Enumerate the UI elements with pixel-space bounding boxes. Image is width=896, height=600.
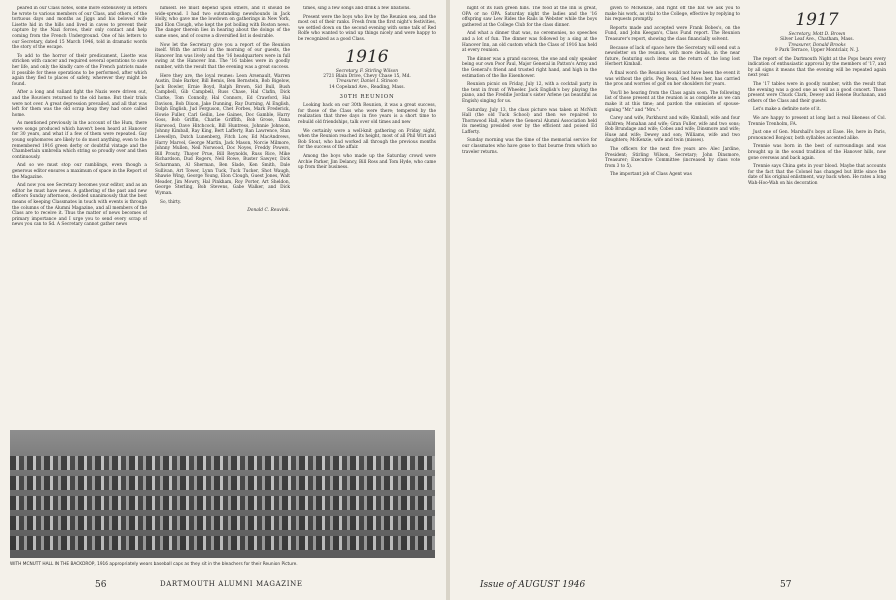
secretary-line: Secretary, F. Stirling Wilson [335, 68, 399, 74]
paragraph: Present were the boys who live by the Reunion sea, and the most out of their ranks. Fresh from the first night's festivities, we settled down on the second evening with some talk of Red Rolfe who wanted to wind up things nicely and were happy to be recognized as a good Class. [298, 14, 436, 42]
paragraph: peared in our Class notes, some more extensively in letters he wrote to various members of our Class, and others, of the tortuous days and months as Jiggs and his beloved wife Lisette hid in the hills and lived in caves to prevent their capture by the Nazi forces, their only contact and help coming from the French Underground. One of his letters to our Secretary, dated 15 March 1946, told in dramatic words the story of the escape. [12, 6, 147, 51]
reunion-heading: 30TH REUNION [339, 94, 395, 101]
signature: Donald C. Reuvink. [247, 208, 290, 214]
paragraph: Saturday, July 13, the class picture was taken at McNutt Hall (the old Tuck School) and then we repaired to Thornwood Hall, where the General Alumni Association held its meeting presided over by the efficient and poised Ed Lafferty. [462, 107, 597, 135]
treasurer-address: 9 Park Terrace, Upper Montclair, N. J. [774, 48, 860, 54]
class-reunion-photo [10, 430, 435, 558]
paragraph: You'll be hearing from the Class again soon. The following list of those present at the reunion is as complete as we can make it at this time; and pardon the omission of spouse-signing "Mr." and "Mrs.": [605, 90, 740, 113]
paragraph: Let's make a definite note of it. [753, 107, 821, 113]
paragraph: The important job of Class Agent was [610, 172, 692, 178]
right-page [450, 0, 896, 600]
paragraph: We certainly were a well-knit gathering on Friday night, when the Reunion reached its height, most of all Phil Wirt and Bob Stout, who had worked all through the previous months for the success of the affair. [298, 128, 436, 151]
right-col-3 [748, 6, 886, 576]
paragraph: Among the boys who made up the Saturday crowd were Archie Parker, Jim Delancy, Bill Ross and Tom Hyde, who came up from their business. [298, 153, 436, 171]
paragraph: Now let the Secretary give you a report of the Reunion itself. With the arrival in the morning of our guests, the Hanover Inn was lively and the '16 headquarters were in full swing at the Hanover Inn. The '16 tables were in goodly number, with the result that the evening was a great success. [155, 42, 290, 70]
class-numeral-1917: 1917 [795, 10, 839, 30]
paragraph: Reunion picnic on Friday, July 12, with a cocktail party in the tent in front of Wheeler. Jack English's boy playing the piano, and the Freddie Jordan's sister Arlene (as beautiful as Engish) singing for us. [462, 82, 597, 104]
paragraph: And so we must stop our ramblings, even though a generous editor ensures a maximum of space in the Report of the Magazine. [12, 163, 147, 180]
page-number: 56 [95, 580, 107, 590]
paragraph: We are happy to present at long last a real likeness of Col. Trennie Trenholm, FA. [748, 115, 886, 127]
magazine-title: DARTMOUTH ALUMNI MAGAZINE [160, 580, 303, 588]
paragraph: given to McKenzie, and right off the bat we ask you to make his work, as vital to the College, effective by replying to his requests promptly. [605, 6, 740, 23]
secretary-address: 2721 Blain Drive, Chevy Chase 15, Md. [323, 73, 411, 79]
secretary-line: Secretary, Mott D. Brown [788, 32, 846, 37]
paragraph: The '17 tables were in goodly number, with the result that the evening was a good one as well as a good concert. Those present were Chuck Clark, Dewey and Helene Buchanan, and others of the Class and their guests. [748, 82, 886, 104]
class-numeral-1916: 1916 [345, 46, 389, 67]
paragraph: A final word: the Reunion would not have been the event it was without the girls. Peg Bean, Ged Mess her, has carried the pros and worries of golf on her shoulders for years. [605, 70, 740, 88]
paragraph: Reports made and accepted were Frank Bobes's, on the Fund, and John Keegan's, Class Fund report. The Reunion Treasurer's report, showing the class financially solvent. [605, 25, 740, 42]
treasurer-line: Treasurer, Donald Brooks [788, 42, 846, 48]
treasurer-line: Treasurer, Daniel I. Stinson [336, 79, 398, 85]
paragraph: So, thirty. [160, 199, 182, 205]
paragraph: Sunday morning was the time of the memorial service for our classmates who have gone to that bourne from which no traveler returns. [462, 138, 597, 155]
paragraph: night of its lush green hills. The food at the Inn is great, OPA or no OPA. Saturday night the ladies and the '16 offspring saw Lew Rides the Rails in Webster while the boys gathered at the College Club for the class dinner. [462, 6, 597, 28]
right-col-1 [462, 6, 597, 576]
paragraph: After a long and valiant fight the Nazis were driven out, and the Rouviers returned to the old home. But their trials were not over. A great depression prevailed, and all that was left for them was the old scrap heap they had once called home. [12, 90, 147, 118]
right-col-2 [605, 6, 740, 576]
paragraph: himself. He must depend upon others, and it should be wide-spread. I had two outstanding newshounds in Jack Holly, who gave me the lowdown on gatherings in New York, and Elon Clough, who kept the pot boiling with Boston news. The danger therein lies in hearing about the doings of the same ones, and of course a diversified list is desirable. [155, 6, 290, 39]
paragraph: The report of the Dartmouth Night at the Pops bears every indication of enthusiastic approval by the members of '17, and by all signs it means that the evening will be repeated again next year. [748, 56, 886, 79]
paragraph: And now you see Secretary becomes your editor, and as an editor he must have news. A gathering of the past and new officers Sunday afternoon, decided unanimously that the best means of keeping Classmates in touch with events is through the columns of the Alumni Magazine, and all members of the Class are to receive it. Thus the matter of news becomes of primary importance and I urge you to send every scrap of news you can to Sd. A Secretary cannot gather news [12, 183, 147, 228]
paragraph: To add to the horror of their predicament, Lisette was stricken with cancer and required several operations to save her life, and only the kindly care of the French patriots made it possible for these operations to be performed, after which again they fled to places of safety, wherever they might be found. [12, 53, 147, 87]
left-page [0, 0, 446, 600]
paragraph: times, sing a few songs and drink a few libations. [303, 6, 411, 11]
paragraph: And what a dinner that was, no ceremonies, no speeches and a lot of fun. The dinner was followed by a sing at the Hanover Inn, an old custom which the Class of 1916 has held at every reunion. [462, 31, 597, 54]
treasurer-address: 14 Copeland Ave., Reading, Mass. [329, 84, 405, 90]
paragraph: The dinner was a grand success, the one and only speaker being our own Poor Paul, Major General in Patton's Army and the General's friend and trusted right hand, and high in the estimation of the Ike Eisenhower. [462, 56, 597, 79]
paragraph: Trennie says China gets in your blood. Maybe that accounts for the fact that the Colonel has changed but little since the date of his original enlistment, way back when. He rates a long Wah-Hoo-Wah on his decoration [748, 164, 886, 186]
left-col-3 [298, 6, 436, 426]
photo-caption: WITH MCNUTT HALL IN THE BACKDROP, 1916 appropriately wears baseball caps as they sit in the bleachers for their Reunion Picture. [10, 562, 298, 567]
secretary-address: Silver Leaf Ave., Chatham, Mass. [780, 37, 854, 43]
paragraph: Here they are, the loyal reunes: Leon Arsenault, Warren Austin, Dale Barker, Bill Bemis, Ben Bernstein, Bob Bigelow, Jack Bowler, Ernie Boyd, Ralph Brown, Sid Bull, Bush Campbell, Gib Campbell, Russ Chase, Hal Clafin, Dick Clarke, Tom Connolly, Hal Connors, Ed Crawford, Hal Davison, Bob Dixon, Jake Dunning, Ray Durning, Al English, Dolph English, Jud Ferguson, Chet Forbes, Mark Frederick, Howie Fuller, Carl Geilin, Lee Gaines, Doc Gamble, Harry Goss, Bob Griffin, Charlie Griffith, Bob Grose, Dana Harwood, Dave Hitchcock, Bill Huntress, Johnnie Johnson, Johnny Kimball, Ray King, Bert Lafferty, Ran Lawrence, Stan Llewellyn, Dutch Lunenberg, Fitch Low, Ed MacAndrews, Harry Marvel, George Martin, Jack Mason, Norcie Milmore, Johnny Mullen, Neil Norwood, Doc Noyes, Freddy Powers, Bill Prouty, Thayer Prue, Bill Reynolds, Russ Rice, Mike Richardson, Dud Rogers, Nell Rowe, Buster Sawyer, Dick Scharmann, Al Sherman, Ben Slade, Ken Smith, Dale Sullivan, Art Tower, Lynn Tuck, Tuck Tucker, Shot Waugh, Shawie Wing, George Young, Elon Clough, Guest Jones, Walt Meader, Jim Mowry, Hal Pinkham, Roy Porter, Art Sheldon, George Sterling, Bob Stevens, Gabe Walker, and Dick Wyman. [155, 73, 290, 196]
paragraph: As mentioned previously in the account of the Hum, there were songs produced which haven't been heard at Hanover for 30 years, and what if a few of them were repeated. Gay young sophomores are likely to do most anything, even to the remembered 1916 green derby or doubtful vintage and the Chamberlain umbrella which string so proudly over and then continuously. [12, 121, 147, 160]
paragraph: Because of lack of space here the Secretary will send out a newsletter on the reunion, with more details, in the near future, featuring such items as the return of the long lost Herbert Kimball. [605, 45, 740, 68]
paragraph: Looking back on our 30th Reunion, it was a great success, for those of the Class who were there; tempered by the realization that three days in five years is a short time to rebuild old friendships, talk over old times and new [298, 103, 436, 125]
paragraph: Carey and wife, Parkhurst and wife; Kimball, wife and four children; Monahan and wife; Gran Fuller, wife and two sons; Bob Brundage and wife; Cobes and wife; Dinsmore and wife; Huse and wife; Dewey and son; Williams, wife and two daughters; McKenzie, wife and twin (misses). [605, 116, 740, 144]
issue-date: Issue of AUGUST 1946 [480, 580, 586, 590]
left-col-1 [12, 6, 147, 231]
paragraph: Just one of Gen. Marshall's boys at Ease. He, here in Paris, pronounced Bonjour, both syllables accented alike. [748, 130, 886, 141]
left-col-2 [155, 6, 290, 426]
paragraph: Trennie was born in the best of surroundings and was brought up in the sound tradition of the Hanover hills, now gone overseas and back again. [748, 144, 886, 161]
page-number: 57 [780, 580, 792, 590]
paragraph: The officers for the next five years are: Alec Jardine, President; Stirling Wilson, Secretary; John Dinsmore, Treasurer; Executive Committee (increased by class vote from 3 to 5). [605, 147, 740, 169]
